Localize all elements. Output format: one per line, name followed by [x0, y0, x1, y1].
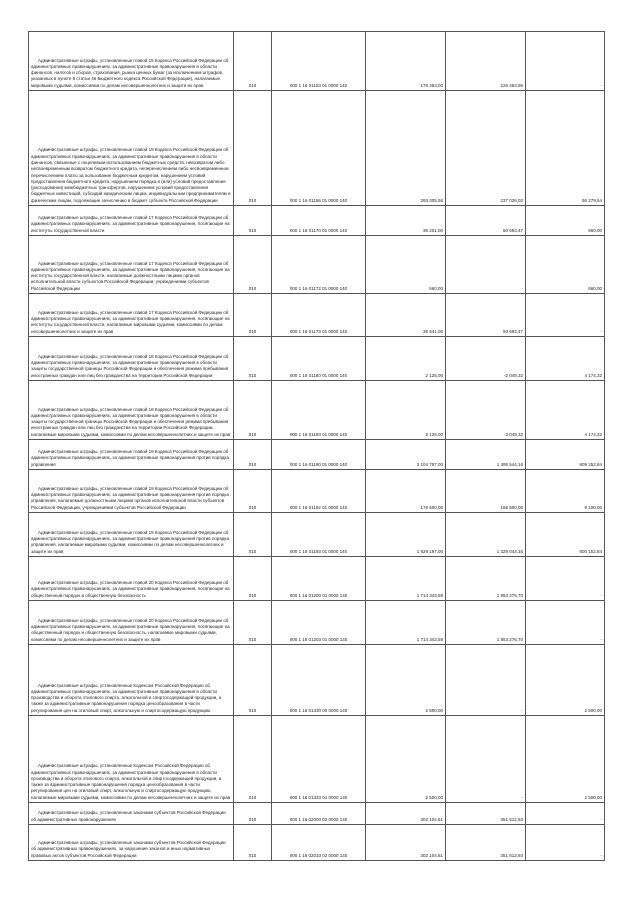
income-name-cell [29, 645, 234, 716]
executed-amount-cell-text: 226 463,96 [500, 82, 523, 88]
line-code-cell-text: 010 [248, 82, 257, 88]
budget-classification-code-cell [272, 645, 366, 716]
table-row [29, 601, 605, 645]
table-row [29, 236, 605, 294]
line-code-cell-text: 010 [248, 852, 257, 858]
unexecuted-amount-cell-text: - [600, 636, 602, 642]
line-code-cell-text: 010 [248, 636, 257, 642]
unexecuted-amount-cell [526, 91, 605, 206]
line-code-cell [234, 803, 272, 825]
unexecuted-amount-cell [526, 825, 605, 861]
line-code-cell [234, 236, 272, 294]
approved-amount-cell-text: 2 500,00 [425, 707, 443, 713]
table-row [29, 645, 605, 716]
income-name-cell [29, 91, 234, 206]
unexecuted-amount-cell-text: - [600, 816, 602, 822]
budget-classification-code-cell-text: 000 1 16 01190 01 0000 140 [289, 461, 348, 467]
approved-amount-cell [366, 294, 446, 337]
income-name-cell [29, 803, 234, 825]
income-name-cell-text: Административные штрафы, установленные главой 20 Кодекса Российской Федерации об административных правонарушениях, за административные правонарушения, посягающие на общественный порядок и общественную безопасность [31, 580, 230, 598]
table-body [29, 32, 605, 861]
budget-classification-code-cell-text: 000 1 16 02010 02 0000 140 [289, 852, 348, 858]
income-name-cell [29, 601, 234, 645]
line-code-cell-text: 010 [248, 227, 257, 233]
budget-classification-code-cell [272, 206, 366, 236]
budget-classification-code-cell-text: 000 1 16 02000 02 0000 140 [289, 816, 348, 822]
line-code-cell [234, 440, 272, 470]
executed-amount-cell [446, 557, 526, 601]
budget-classification-code-cell [272, 91, 366, 206]
income-name-cell-text: Административные штрафы, установленные главой 17 Кодекса Российской Федерации об административных правонарушениях, за административные правонарушения, посягающие на институты государственной власти, налагаемые должностными лицами органов исполнительной власти субъектов Российской Федерации, учреждениями субъектов Российской Федерации [31, 260, 230, 291]
budget-classification-code-cell [272, 440, 366, 470]
budget-classification-code-cell-text: 000 1 16 01193 01 0000 140 [289, 548, 348, 554]
income-name-cell [29, 716, 234, 803]
approved-amount-cell-text: 293 305,56 [420, 197, 443, 203]
income-name-cell [29, 236, 234, 294]
line-code-cell [234, 381, 272, 440]
table-row [29, 91, 605, 206]
executed-amount-cell-text: 351 612,93 [500, 816, 523, 822]
budget-classification-code-cell [272, 825, 366, 861]
executed-amount-cell [446, 825, 526, 861]
income-name-cell-text: Административные штрафы, установленные Кодексом Российской Федерации об административных правонарушениях, за административные правонарушения в области производства и оборота этилового спирта, алкогольной и спиртосодержащей продукции, а также за административные правонарушения порядка ценообразования в части регулирования цен на этиловый спирт, алкогольную и спиртосодержащую продукцию [31, 682, 222, 713]
approved-amount-cell-text: 302 104,61 [420, 816, 443, 822]
income-name-cell-text: Административные штрафы, установленные законами субъектов Российской Федерации об административных правонарушениях [31, 810, 226, 822]
approved-amount-cell-text: 2 500,00 [425, 794, 443, 800]
table-row [29, 206, 605, 236]
table-row [29, 803, 605, 825]
line-code-cell-text: 010 [248, 707, 257, 713]
executed-amount-cell-text: - [521, 794, 523, 800]
executed-amount-cell [446, 513, 526, 557]
budget-classification-code-cell-text: 000 1 16 01156 01 0000 140 [289, 197, 348, 203]
line-code-cell-text: 010 [248, 548, 257, 554]
budget-classification-code-cell [272, 236, 366, 294]
approved-amount-cell [366, 803, 446, 825]
budget-classification-code-cell-text: 000 1 16 01183 01 0000 140 [289, 431, 348, 437]
line-code-cell-text: 010 [248, 372, 257, 378]
line-code-cell [234, 206, 272, 236]
unexecuted-amount-cell-text: 600 152,84 [579, 548, 602, 554]
line-code-cell-text: 010 [248, 592, 257, 598]
executed-amount-cell-text: 237 026,02 [500, 197, 523, 203]
executed-amount-cell [446, 294, 526, 337]
unexecuted-amount-cell-text: - [600, 82, 602, 88]
approved-amount-cell-text: 36 201,00 [422, 227, 443, 233]
table-row [29, 32, 605, 91]
unexecuted-amount-cell [526, 601, 605, 645]
unexecuted-amount-cell [526, 803, 605, 825]
approved-amount-cell-text: 302 104,61 [420, 852, 443, 858]
executed-amount-cell-text: 1 495 544,16 [496, 461, 523, 467]
table-row [29, 337, 605, 381]
executed-amount-cell [446, 803, 526, 825]
line-code-cell-text: 010 [248, 504, 257, 510]
table-row [29, 440, 605, 470]
income-name-cell-text: Административные штрафы, установленные главой 15 Кодекса Российской Федерации об административных правонарушениях, за административные правонарушения в области финансов, налогов и сборов, страхования, рынка ценных бумаг (за исключением штрафов, указанных в пункте 6 статьи 46 Бюджетного кодекса Российской Федерации), налагаемые мировыми судьями, комиссиями по делам несовершеннолетних и защите их прав [31, 57, 229, 88]
executed-amount-cell [446, 337, 526, 381]
unexecuted-amount-cell-text: 4 174,32 [584, 372, 602, 378]
approved-amount-cell [366, 825, 446, 861]
unexecuted-amount-cell [526, 440, 605, 470]
income-name-cell [29, 294, 234, 337]
income-name-cell [29, 440, 234, 470]
table-row [29, 470, 605, 513]
unexecuted-amount-cell-text: 4 174,32 [584, 431, 602, 437]
approved-amount-cell-text: 2 125,00 [425, 431, 443, 437]
income-name-cell [29, 825, 234, 861]
executed-amount-cell-text: 1 853 276,70 [496, 636, 523, 642]
approved-amount-cell [366, 513, 446, 557]
income-name-cell [29, 206, 234, 236]
budget-classification-code-cell-text: 000 1 16 01172 01 0000 140 [289, 285, 348, 291]
line-code-cell-text: 010 [248, 794, 257, 800]
income-name-cell [29, 513, 234, 557]
executed-amount-cell-text: - [521, 707, 523, 713]
approved-amount-cell-text: 660,00 [429, 285, 443, 291]
unexecuted-amount-cell [526, 557, 605, 601]
income-name-cell [29, 381, 234, 440]
table-row [29, 825, 605, 861]
budget-classification-code-cell [272, 381, 366, 440]
budget-classification-code-cell-text: 000 1 16 01192 01 0000 140 [289, 504, 348, 510]
table-row [29, 557, 605, 601]
approved-amount-cell [366, 337, 446, 381]
line-code-cell-text: 010 [248, 328, 257, 334]
budget-classification-code-cell-text: 000 1 16 01180 01 0000 140 [289, 372, 348, 378]
unexecuted-amount-cell [526, 513, 605, 557]
line-code-cell [234, 557, 272, 601]
revenue-table [28, 31, 605, 861]
line-code-cell-text: 010 [248, 816, 257, 822]
approved-amount-cell-text: 2 104 797,00 [416, 461, 443, 467]
approved-amount-cell-text: 1 714 343,59 [416, 592, 443, 598]
executed-amount-cell [446, 91, 526, 206]
executed-amount-cell-text: 50 693,47 [502, 328, 523, 334]
unexecuted-amount-cell-text: - [600, 328, 602, 334]
executed-amount-cell [446, 381, 526, 440]
income-name-cell-text: Административные штрафы, установленные главой 19 Кодекса Российской Федерации об административных правонарушениях, за административные правонарушения против порядка управления, налагаемые должностными лицами органов исполнительной власти субъектов Российской Федерации, учреждениями субъектов Российской Федерации [31, 485, 229, 510]
budget-classification-code-cell-text: 000 1 16 01170 01 0000 140 [289, 227, 348, 233]
approved-amount-cell [366, 91, 446, 206]
approved-amount-cell-text: 175 600,00 [420, 504, 443, 510]
line-code-cell [234, 601, 272, 645]
unexecuted-amount-cell [526, 32, 605, 91]
table-row [29, 716, 605, 803]
approved-amount-cell-text: 1 714 343,59 [416, 636, 443, 642]
approved-amount-cell [366, 470, 446, 513]
unexecuted-amount-cell-text: 660,00 [588, 285, 602, 291]
unexecuted-amount-cell-text: 9 100,00 [584, 504, 602, 510]
income-name-cell-text: Административные штрафы, установленные главой 15 Кодекса Российской Федерации об административных правонарушениях, за административные правонарушения в области финансов, связанные с нецелевым использованием бюджетных средств, невозвратом либо несвоевременным возвратом бюджетного кредита, неперечислением либо несвоевременным перечислением платы за пользование бюджетным кредитом, нарушением условий предоставления бюджетного кредита, нарушением порядка и (или) условий предоставления (расходования) межбюджетных трансфертов, нарушением условий предоставления бюджетных инвестиций, субсидий юридическим лицам, индивидуальным предпринимателям и физическим лицам, подлежащие зачислению в бюджет субъекта Российской Федерации [31, 147, 231, 203]
income-name-cell-text: Административные штрафы, установленные главой 19 Кодекса Российской Федерации об административных правонарушениях, за административные правонарушения против порядка управления [31, 449, 229, 467]
unexecuted-amount-cell [526, 236, 605, 294]
budget-classification-code-cell-text: 000 1 16 01153 01 0000 140 [289, 82, 348, 88]
executed-amount-cell [446, 470, 526, 513]
executed-amount-cell [446, 206, 526, 236]
executed-amount-cell-text: -2 049,32 [503, 431, 523, 437]
line-code-cell-text: 010 [248, 197, 257, 203]
income-name-cell-text: Административные штрафы, установленные Кодексом Российской Федерации об административных правонарушениях, за административные правонарушения в области производства и оборота этилового спирта, алкогольной и спиртосодержащей продукции, а также за административные правонарушения порядка ценообразования в части регулирования цен на этиловый спирт, алкогольную и спиртосодержащую продукцию, налагаемые мировыми судьями, комиссиями по делам несовершеннолетних и защите их прав [31, 763, 231, 800]
approved-amount-cell-text: 178 453,00 [420, 82, 443, 88]
line-code-cell [234, 513, 272, 557]
table-row [29, 513, 605, 557]
line-code-cell [234, 825, 272, 861]
table-row [29, 381, 605, 440]
budget-classification-code-cell [272, 470, 366, 513]
income-name-cell-text: Административные штрафы, установленные главой 17 Кодекса Российской Федерации об административных правонарушениях, за административные правонарушения, посягающие на институты государственной власти [31, 215, 230, 233]
budget-classification-code-cell [272, 716, 366, 803]
executed-amount-cell [446, 601, 526, 645]
approved-amount-cell-text: 1 929 197,00 [416, 548, 443, 554]
line-code-cell [234, 294, 272, 337]
line-code-cell-text: 010 [248, 431, 257, 437]
line-code-cell [234, 91, 272, 206]
approved-amount-cell [366, 206, 446, 236]
budget-classification-code-cell-text: 000 1 16 01173 01 0000 140 [289, 328, 348, 334]
income-name-cell-text: Административные штрафы, установленные главой 20 Кодекса Российской Федерации об административных правонарушениях, за административные правонарушения, посягающие на общественный порядок и общественную безопасность, налагаемые мировыми судьями, комиссиями по делам несовершеннолетних и защите их прав [31, 617, 230, 642]
unexecuted-amount-cell [526, 337, 605, 381]
executed-amount-cell [446, 440, 526, 470]
approved-amount-cell [366, 716, 446, 803]
unexecuted-amount-cell [526, 206, 605, 236]
approved-amount-cell [366, 381, 446, 440]
approved-amount-cell [366, 440, 446, 470]
unexecuted-amount-cell [526, 470, 605, 513]
income-name-cell-text: Административные штрафы, установленные главой 17 Кодекса Российской Федерации об административных правонарушениях, за административные правонарушения, посягающие на институты государственной власти, налагаемые мировыми судьями, комиссиями по делам несовершеннолетних и защите их прав [31, 309, 230, 334]
executed-amount-cell [446, 645, 526, 716]
executed-amount-cell [446, 32, 526, 91]
executed-amount-cell-text: - [521, 285, 523, 291]
income-name-cell [29, 337, 234, 381]
executed-amount-cell [446, 716, 526, 803]
budget-classification-code-cell-text: 000 1 16 01330 00 0000 140 [289, 707, 348, 713]
budget-classification-code-cell [272, 337, 366, 381]
budget-classification-code-cell-text: 000 1 16 01333 01 0000 140 [289, 794, 348, 800]
budget-classification-code-cell [272, 294, 366, 337]
unexecuted-amount-cell [526, 645, 605, 716]
unexecuted-amount-cell-text: 56 279,54 [581, 197, 602, 203]
income-name-cell-text: Административные штрафы, установленные главой 19 Кодекса Российской Федерации об административных правонарушениях, за административные правонарушения против порядка управления, налагаемые мировыми судьями, комиссиями по делам несовершеннолетних и защите их прав [31, 529, 229, 554]
income-name-cell-text: Административные штрафы, установленные главой 18 Кодекса Российской Федерации об административных правонарушениях, за административные правонарушения в области защиты государственной границы Российской Федерации и обеспечения режима пребывания иностранных граждан или лиц без гражданства на территории Российской Федерации [31, 353, 229, 378]
line-code-cell [234, 470, 272, 513]
income-name-cell-text: Административные штрафы, установленные главой 18 Кодекса Российской Федерации об административных правонарушениях, за административные правонарушения в области защиты государственной границы Российской Федерации и обеспечения режима пребывания иностранных граждан или лиц без гражданства на территории Российской Федерации, налагаемые мировыми судьями, комиссиями по делам несовершеннолетних и защите их прав [31, 406, 231, 437]
executed-amount-cell-text: 351 612,93 [500, 852, 523, 858]
unexecuted-amount-cell [526, 716, 605, 803]
executed-amount-cell-text: 166 500,00 [500, 504, 523, 510]
approved-amount-cell-text: 35 541,00 [422, 328, 443, 334]
executed-amount-cell-text: 1 853 276,70 [496, 592, 523, 598]
unexecuted-amount-cell-text: - [600, 852, 602, 858]
approved-amount-cell-text: 2 125,00 [425, 372, 443, 378]
line-code-cell-text: 010 [248, 461, 257, 467]
executed-amount-cell-text: -2 049,32 [503, 372, 523, 378]
line-code-cell [234, 645, 272, 716]
executed-amount-cell-text: 1 329 044,16 [496, 548, 523, 554]
approved-amount-cell [366, 601, 446, 645]
income-name-cell [29, 32, 234, 91]
income-name-cell [29, 557, 234, 601]
income-name-cell [29, 470, 234, 513]
line-code-cell-text: 010 [248, 285, 257, 291]
unexecuted-amount-cell-text: 2 500,00 [584, 794, 602, 800]
approved-amount-cell [366, 236, 446, 294]
budget-classification-code-cell [272, 601, 366, 645]
budget-classification-code-cell [272, 513, 366, 557]
budget-classification-code-cell-text: 000 1 16 01203 01 0000 140 [289, 636, 348, 642]
approved-amount-cell [366, 645, 446, 716]
executed-amount-cell [446, 236, 526, 294]
line-code-cell [234, 337, 272, 381]
unexecuted-amount-cell [526, 381, 605, 440]
line-code-cell [234, 32, 272, 91]
line-code-cell [234, 716, 272, 803]
unexecuted-amount-cell [526, 294, 605, 337]
income-name-cell-text: Административные штрафы, установленные законами субъектов Российской Федерации об административных правонарушениях, за нарушение законов и иных нормативных правовых актов субъектов Российской Федерации [31, 840, 226, 858]
budget-classification-code-cell [272, 557, 366, 601]
approved-amount-cell [366, 32, 446, 91]
unexecuted-amount-cell-text: - [600, 592, 602, 598]
budget-classification-code-cell [272, 32, 366, 91]
table-row [29, 294, 605, 337]
unexecuted-amount-cell-text: 2 500,00 [584, 707, 602, 713]
budget-classification-code-cell [272, 803, 366, 825]
unexecuted-amount-cell-text: 660,00 [588, 227, 602, 233]
budget-classification-code-cell-text: 000 1 16 01200 01 0000 140 [289, 592, 348, 598]
unexecuted-amount-cell-text: 609 252,84 [579, 461, 602, 467]
approved-amount-cell [366, 557, 446, 601]
executed-amount-cell-text: 50 693,47 [502, 227, 523, 233]
